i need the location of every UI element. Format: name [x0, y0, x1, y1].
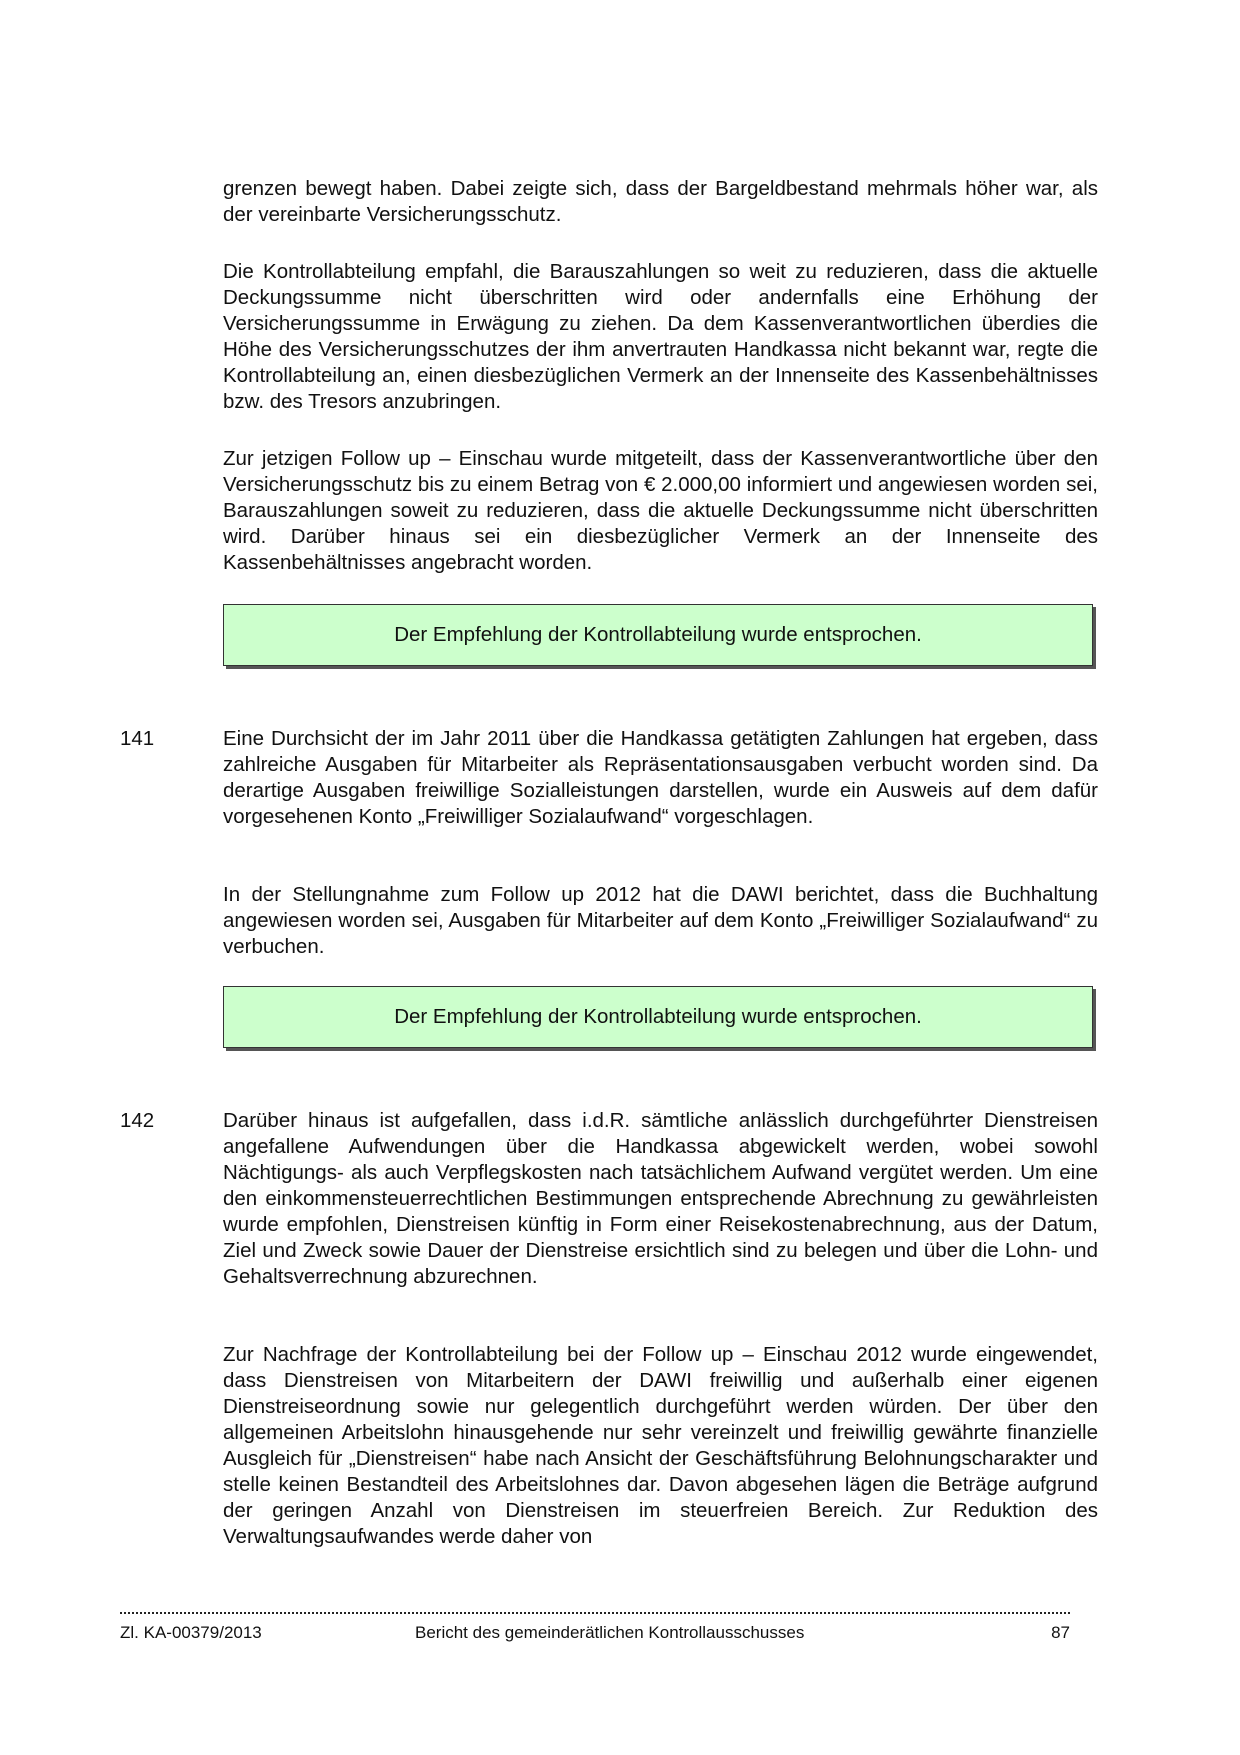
conclusion-text: Der Empfehlung der Kontrollabteilung wurde entsprochen.: [394, 623, 922, 646]
paragraph-number: 142: [120, 1109, 155, 1132]
conclusion-text: Der Empfehlung der Kontrollabteilung wurde entsprochen.: [394, 1005, 922, 1028]
footer-divider: [120, 1604, 1070, 1614]
conclusion-box: [223, 604, 1093, 666]
paragraph-recommendation: [223, 259, 1098, 415]
paragraph-text: grenzen bewegt haben. Dabei zeigte sich, dass der Bargeldbestand mehrmals höher war, als der vereinbarte Versicherungsschutz.: [223, 177, 1098, 226]
paragraph-142-statement: [223, 1342, 1098, 1550]
conclusion-box: [223, 986, 1093, 1048]
paragraph-number: 141: [120, 727, 155, 750]
page-footer: [120, 1620, 1070, 1646]
paragraph-continuation: [223, 176, 1098, 228]
paragraph-text: Eine Durchsicht der im Jahr 2011 über die Handkassa getätigten Zahlungen hat ergeben, dass zahlreiche Ausgaben für Mitarbeiter als Repräsentationsausgaben verbucht worden sind. Da derartige Ausgaben freiwillige Sozialleistungen darstellen, wurde ein Ausweis auf dem dafür vorgesehenen Konto „Freiwilliger Sozialaufwand“ vorgeschlagen.: [223, 727, 1098, 828]
paragraph-141: [223, 726, 1098, 830]
paragraph-text: Zur Nachfrage der Kontrollabteilung bei der Follow up – Einschau 2012 wurde eingewendet, dass Dienstreisen von Mitarbeitern der DAWI freiwillig und außerhalb einer eigenen Dienstreiseordnung sowie nur gelegentlich durchgeführt werden würden. Der über den allgemeinen Arbeitslohn hinausgehende nur sehr vereinzelt und freiwillig gewährte finanzielle Ausgleich für „Dienstreisen“ habe nach Ansicht der Geschäftsführung Belohnungscharakter und stelle keinen Bestandteil des Arbeitslohnes dar. Davon abgesehen lägen die Beträge aufgrund der geringen Anzahl von Dienstreisen im steuerfreien Bereich. Zur Reduktion des Verwaltungsaufwandes werde daher von: [223, 1343, 1098, 1548]
paragraph-text: In der Stellungnahme zum Follow up 2012 hat die DAWI berichtet, dass die Buchhaltung angewiesen worden sei, Ausgaben für Mitarbeiter auf dem Konto „Freiwilliger Sozialaufwand“ zu verbuchen.: [223, 883, 1098, 958]
paragraph-141-statement: [223, 882, 1098, 960]
paragraph-text: Zur jetzigen Follow up – Einschau wurde mitgeteilt, dass der Kassenverantwortliche über den Versicherungsschutz bis zu einem Betrag von € 2.000,00 informiert und angewiesen worden sei, Barauszahlungen soweit zu reduzieren, dass die aktuelle Deckungssumme nicht überschritten wird. Darüber hinaus sei ein diesbezüglicher Vermerk an der Innenseite des Kassenbehältnisses angebracht worden.: [223, 447, 1098, 574]
page-number: 87: [1051, 1623, 1070, 1642]
footer-reference: Zl. KA-00379/2013: [120, 1623, 262, 1642]
paragraph-142: [223, 1108, 1098, 1290]
paragraph-text: Darüber hinaus ist aufgefallen, dass i.d.R. sämtliche anlässlich durchgeführter Dienstreisen angefallene Aufwendungen über die Handkassa abgewickelt werden, wobei sowohl Nächtigungs- als auch Verpflegskosten nach tatsächlichem Aufwand vergütet werden. Um eine den einkommensteuerrechtlichen Bestimmungen entsprechende Abrechnung zu gewährleisten wurde empfohlen, Dienstreisen künftig in Form einer Reisekostenabrechnung, aus der Datum, Ziel und Zweck sowie Dauer der Dienstreise ersichtlich sind zu belegen und über die Lohn- und Gehaltsverrechnung abzurechnen.: [223, 1109, 1098, 1288]
footer-report-title: Bericht des gemeinderätlichen Kontrollausschusses: [415, 1623, 805, 1642]
paragraph-text: Die Kontrollabteilung empfahl, die Barauszahlungen so weit zu reduzieren, dass die aktuelle Deckungssumme nicht überschritten wird oder andernfalls eine Erhöhung der Versicherungssumme in Erwägung zu ziehen. Da dem Kassenverantwortlichen überdies die Höhe des Versicherungsschutzes der ihm anvertrauten Handkassa nicht bekannt war, regte die Kontrollabteilung an, einen diesbezüglichen Vermerk an der Innenseite des Kassenbehältnisses bzw. des Tresors anzubringen.: [223, 260, 1098, 413]
paragraph-follow-up: [223, 446, 1098, 576]
